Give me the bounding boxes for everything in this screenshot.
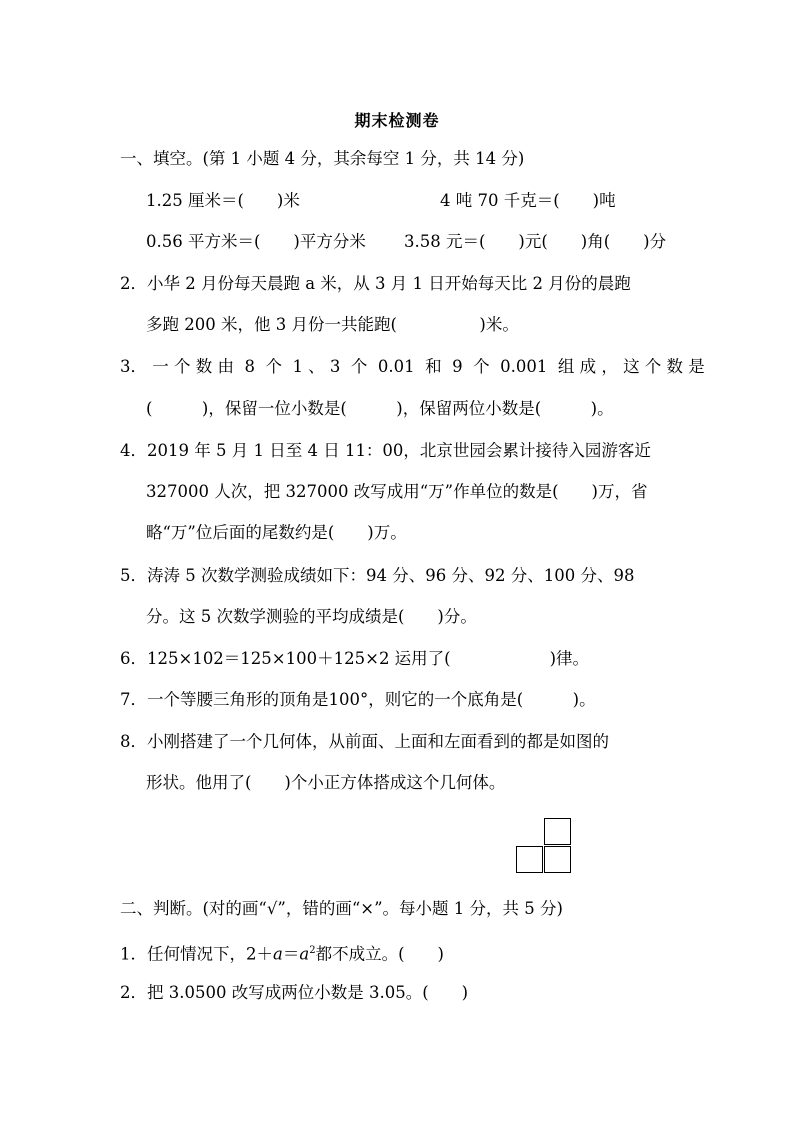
q1-part-a: 1.25 厘米＝( )米 [146, 191, 300, 210]
figure-bottom-left-square [516, 846, 543, 873]
variable-a: a [273, 944, 283, 964]
q2-line-1: 2．小华 2 月份每天晨跑 a 米，从 3 月 1 日开始每天比 2 月份的晨跑 [120, 274, 631, 293]
q8-line-1: 8．小刚搭建了一个几何体，从前面、上面和左面看到的都是如图的 [120, 732, 609, 751]
variable-a: a [299, 944, 310, 964]
s2-q1-suffix: 都不成立。( ) [315, 944, 444, 964]
s2-q1-prefix: 1．任何情况下，2＋ [120, 944, 273, 964]
q4-line-3: 略“万”位后面的尾数约是( )万。 [146, 523, 407, 542]
s2-q1-equals: ＝ [282, 944, 300, 964]
cube-view-figure [516, 818, 572, 874]
q3-line-2: ( )，保留一位小数是( )，保留两位小数是( )。 [146, 399, 614, 418]
section1-heading: 一、填空。(第 1 小题 4 分，其余每空 1 分，共 14 分) [120, 149, 525, 168]
section2-heading: 二、判断。(对的画“√”，错的画“×”。每小题 1 分，共 5 分) [120, 899, 563, 918]
s2-q2-line: 2．把 3.0500 改写成两位小数是 3.05。( ) [120, 983, 469, 1002]
q4-line-2: 327000 人次，把 327000 改写成用“万”作单位的数是( )万，省 [146, 482, 648, 501]
q5-line-1: 5．涛涛 5 次数学测验成绩如下：94 分、96 分、92 分、100 分、98 [120, 566, 635, 585]
q6-line: 6．125×102＝125×100＋125×2 运用了( )律。 [120, 649, 590, 668]
q1-part-c: 0.56 平方米＝( )平方分米 [146, 232, 366, 251]
q2-line-2: 多跑 200 米，他 3 月份一共能跑( )米。 [146, 315, 519, 334]
q5-line-2: 分。这 5 次数学测验的平均成绩是( )分。 [146, 607, 477, 626]
q8-line-2: 形状。他用了( )个小正方体搭成这个几何体。 [146, 773, 506, 792]
q1-part-d: 3.58 元＝( )元( )角( )分 [404, 232, 667, 251]
q4-line-1: 4．2019 年 5 月 1 日至 4 日 11：00，北京世园会累计接待入园游客近 [120, 441, 651, 460]
figure-top-square [544, 818, 571, 845]
q1-part-b: 4 吨 70 千克＝( )吨 [440, 191, 616, 210]
exponent: 2 [309, 945, 316, 956]
q7-line: 7．一个等腰三角形的顶角是100°，则它的一个底角是( )。 [120, 690, 596, 709]
figure-bottom-right-square [544, 846, 571, 873]
q3-line-1: 3． 一 个 数 由 8 个 1 、 3 个 0.01 和 9 个 0.001 组 成 ， 这 个 数 是 [120, 357, 705, 376]
page-title: 期末检测卷 [354, 111, 440, 130]
s2-q1-line [120, 940, 444, 966]
